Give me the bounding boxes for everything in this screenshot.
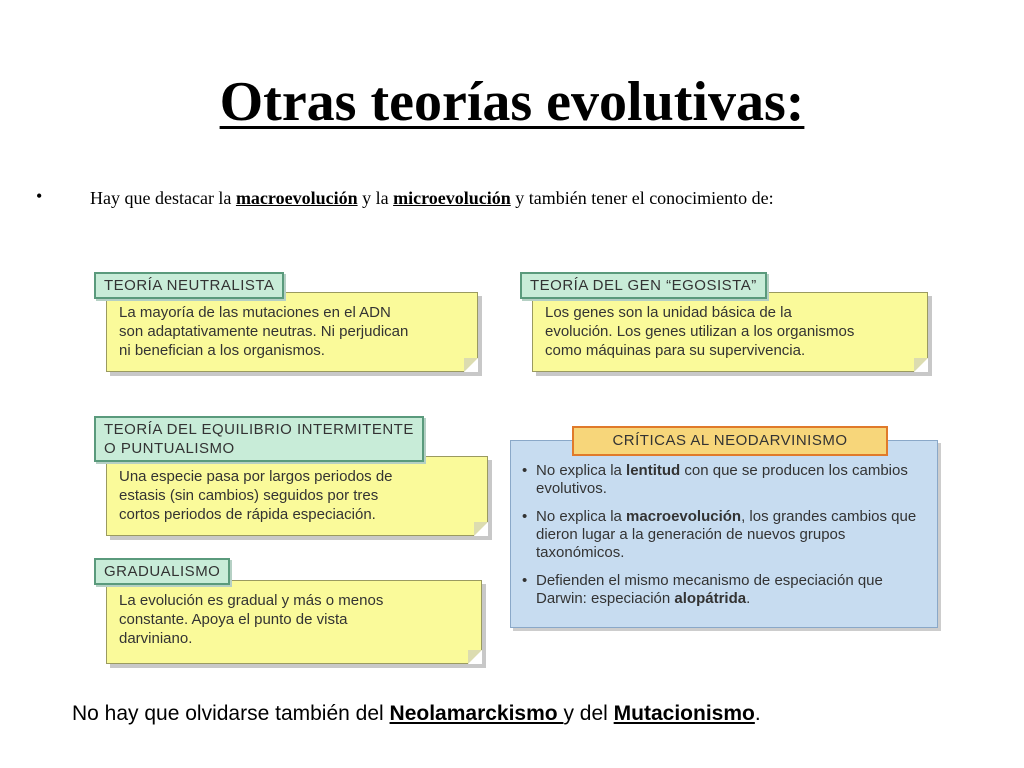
criticas-item-bold: alopátrida <box>674 590 747 607</box>
card-equilibrio-line: estasis (sin cambios) seguidos por tres <box>119 487 379 504</box>
criticas-item-bold: lentitud <box>626 462 681 479</box>
slide-title: Otras teorías evolutivas: <box>219 71 805 133</box>
criticas-list <box>520 462 932 618</box>
card-equilibrio-line: cortos periodos de rápida especiación. <box>119 506 376 523</box>
term-neolamarckismo: Neolamarckismo <box>389 702 564 725</box>
footer-text <box>72 702 761 726</box>
criticas-item-text: con que se producen los cambios evolutivos. <box>536 462 908 497</box>
card-gradualismo-note <box>106 580 482 664</box>
criticas-item <box>520 508 932 562</box>
card-equilibrio-note <box>106 456 488 536</box>
card-egoista-line: como máquinas para su supervivencia. <box>545 342 806 359</box>
card-neutralista-note <box>106 292 478 372</box>
intro-text <box>90 188 774 209</box>
footer-post: . <box>754 702 761 725</box>
card-egoista-note <box>532 292 928 372</box>
card-equilibrio-header-line: O PUNTUALISMO <box>104 440 235 457</box>
card-gradualismo-line: constante. Apoya el punto de vista <box>119 611 348 628</box>
card-egoista-header: TEORÍA DEL GEN “EGOSISTA” <box>520 272 767 299</box>
footer-pre: No hay que olvidarse también del <box>72 702 390 725</box>
card-gradualismo-line: darviniano. <box>119 630 193 647</box>
criticas-item-bold: macroevolución <box>626 508 742 525</box>
criticas-item <box>520 572 932 608</box>
intro-mid: y la <box>357 188 394 208</box>
card-egoista-line: Los genes son la unidad básica de la <box>545 304 792 321</box>
card-egoista-line: evolución. Los genes utilizan a los organismos <box>545 323 855 340</box>
criticas-item-text: Defienden el mismo mecanismo de especiación que Darwin: especiación <box>536 572 883 607</box>
criticas-header: CRÍTICAS AL NEODARVINISMO <box>572 426 888 456</box>
footer-mid: y del <box>563 702 614 725</box>
card-neutralista-header: TEORÍA NEUTRALISTA <box>94 272 284 299</box>
card-equilibrio-line: Una especie pasa por largos periodos de <box>119 468 393 485</box>
card-gradualismo-line: La evolución es gradual y más o menos <box>119 592 384 609</box>
criticas-item-text: . <box>746 590 751 607</box>
criticas-item-text: , los grandes cambios que dieron lugar a la generación de nuevos grupos taxonómicos. <box>536 508 917 561</box>
bullet-marker: • <box>36 186 43 206</box>
term-mutacionismo: Mutacionismo <box>613 702 755 725</box>
criticas-item <box>520 462 932 498</box>
intro-pre: Hay que destacar la <box>90 188 236 208</box>
criticas-item-text: No explica la <box>536 462 627 479</box>
card-gradualismo-header: GRADUALISMO <box>94 558 230 585</box>
card-neutralista-line: son adaptativamente neutras. Ni perjudican <box>119 323 409 340</box>
intro-post: y también tener el conocimiento de: <box>510 188 774 208</box>
card-neutralista-line: ni benefician a los organismos. <box>119 342 325 359</box>
card-neutralista-line: La mayoría de las mutaciones en el ADN <box>119 304 391 321</box>
term-microevolucion: microevolución <box>393 188 511 208</box>
card-equilibrio-header <box>94 416 424 462</box>
term-macroevolucion: macroevolución <box>235 188 358 208</box>
criticas-item-text: No explica la <box>536 508 627 525</box>
card-equilibrio-header-line: TEORÍA DEL EQUILIBRIO INTERMITENTE <box>104 421 414 438</box>
